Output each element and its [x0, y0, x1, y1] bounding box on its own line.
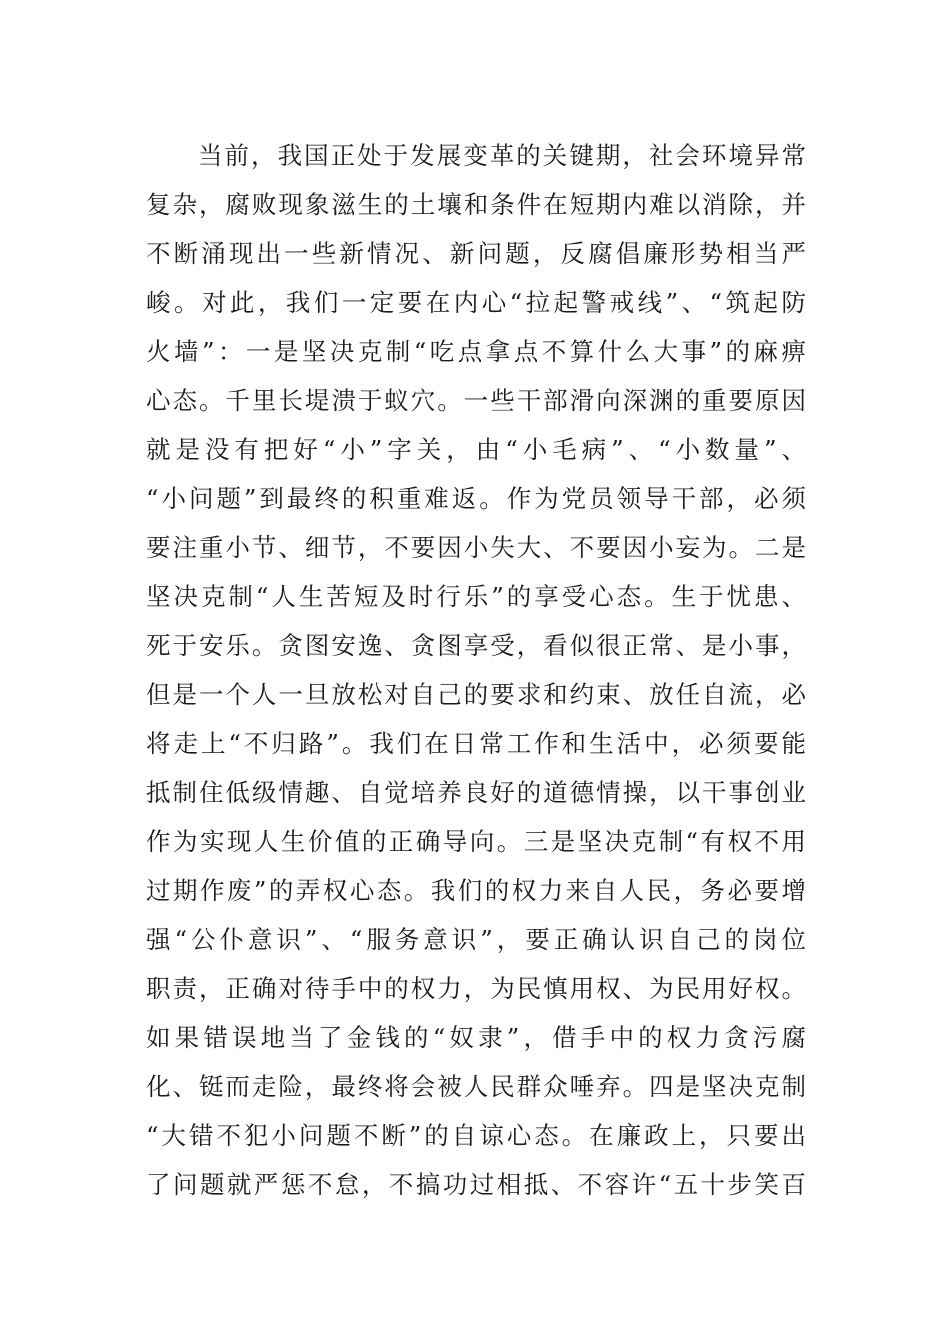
text-line: 就是没有把好“小”字关，由“小毛病”、“小数量”、 — [146, 435, 806, 464]
text-line: 心态。千里长堤溃于蚁穴。一些干部滑向深渊的重要原因 — [146, 386, 806, 415]
text-line: 化、铤而走险，最终将会被人民群众唾弃。四是坚决克制 — [146, 1072, 806, 1101]
text-line: 作为实现人生价值的正确导向。三是坚决克制“有权不用 — [146, 827, 806, 856]
text-line: 抵制住低级情趣、自觉培养良好的道德情操，以干事创业 — [146, 778, 806, 807]
text-line: 职责，正确对待手中的权力，为民慎用权、为民用好权。 — [146, 974, 806, 1003]
text-line: 不断涌现出一些新情况、新问题，反腐倡廉形势相当严 — [146, 239, 806, 268]
text-line: 峻。对此，我们一定要在内心“拉起警戒线”、“筑起防 — [146, 288, 806, 317]
text-line: 火墙”：一是坚决克制“吃点拿点不算什么大事”的麻痹 — [146, 337, 806, 366]
text-line: “大错不犯小问题不断”的自谅心态。在廉政上，只要出 — [146, 1121, 806, 1150]
text-line: 将走上“不归路”。我们在日常工作和生活中，必须要能 — [146, 729, 806, 758]
text-line: 要注重小节、细节，不要因小失大、不要因小妄为。二是 — [146, 533, 806, 562]
text-line: 坚决克制“人生苦短及时行乐”的享受心态。生于忧患、 — [146, 582, 806, 611]
text-line: 但是一个人一旦放松对自己的要求和约束、放任自流，必 — [146, 680, 806, 709]
text-line: 死于安乐。贪图安逸、贪图享受，看似很正常、是小事， — [146, 631, 806, 660]
text-line: 如果错误地当了金钱的“奴隶”，借手中的权力贪污腐 — [146, 1023, 806, 1052]
text-line: 强“公仆意识”、“服务意识”，要正确认识自己的岗位 — [146, 925, 806, 954]
body-paragraph — [146, 131, 806, 1209]
text-line: 过期作废”的弄权心态。我们的权力来自人民，务必要增 — [146, 876, 806, 905]
text-line: 复杂，腐败现象滋生的土壤和条件在短期内难以消除，并 — [146, 190, 806, 219]
text-line: 当前，我国正处于发展变革的关键期，社会环境异常 — [198, 141, 806, 170]
text-line: “小问题”到最终的积重难返。作为党员领导干部，必须 — [146, 484, 806, 513]
text-line: 了问题就严惩不怠，不搞功过相抵、不容许“五十步笑百 — [146, 1170, 806, 1199]
